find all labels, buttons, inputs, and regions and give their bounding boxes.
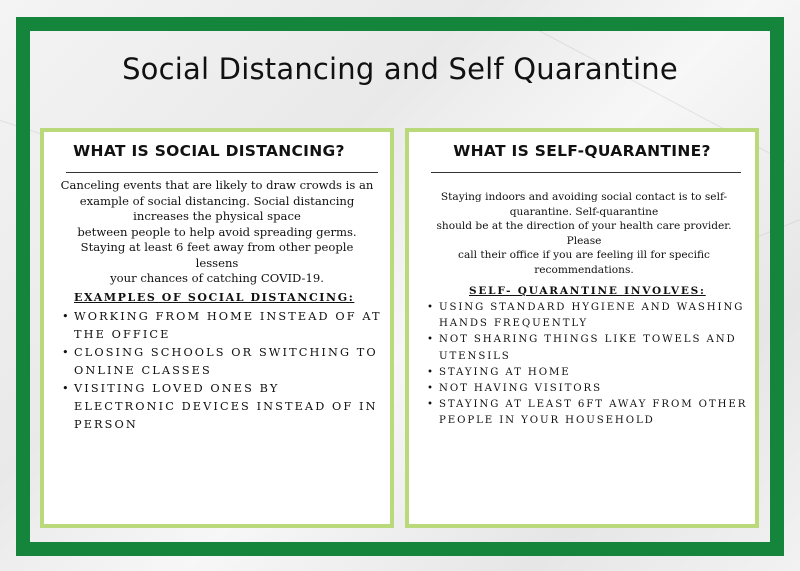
list-item: • STAYING AT LEAST 6FT AWAY FROM OTHER PEOPLE IN YOUR HOUSEHOLD <box>427 397 749 429</box>
self-quarantine-panel <box>405 128 759 528</box>
social-distancing-panel <box>40 128 394 528</box>
examples-list <box>62 308 384 434</box>
intro-line: Canceling events that are likely to draw crowds is an <box>60 178 374 192</box>
intro-line: Staying at least 6 feet away from other people lessens <box>80 240 354 270</box>
intro-text <box>421 190 747 277</box>
list-item: • NOT SHARING THINGS LIKE TOWELS AND UTENSILS <box>427 332 749 364</box>
page-title: Social Distancing and Self Quarantine <box>122 52 678 86</box>
list-item: • WORKING FROM HOME INSTEAD OF AT THE OFFICE <box>62 308 384 344</box>
involves-subheading: SELF- QUARANTINE INVOLVES: <box>469 285 706 297</box>
intro-line: call their office if you are feeling ill for specific <box>458 249 710 261</box>
list-item: • STAYING AT HOME <box>427 365 749 381</box>
list-item: • NOT HAVING VISITORS <box>427 381 749 397</box>
intro-text <box>60 178 374 287</box>
intro-line: recommendations. <box>534 263 634 276</box>
intro-line: example of social distancing. Social distancing <box>79 193 355 208</box>
list-item: • USING STANDARD HYGIENE AND WASHING HANDS FREQUENTLY <box>427 300 749 332</box>
intro-line: Staying indoors and avoiding social contact is to self- <box>440 191 728 203</box>
panel-heading: WHAT IS SOCIAL DISTANCING? <box>73 142 345 160</box>
list-item: • CLOSING SCHOOLS OR SWITCHING TO ONLINE CLASSES <box>62 344 384 380</box>
intro-line: should be at the direction of your health care provider. Please <box>436 220 732 247</box>
intro-line: between people to help avoid spreading germs. <box>77 224 357 239</box>
intro-line: quarantine. Self-quarantine <box>509 205 659 218</box>
involves-list <box>427 300 749 430</box>
panel-heading: WHAT IS SELF-QUARANTINE? <box>453 142 711 160</box>
list-item: • VISITING LOVED ONES BY ELECTRONIC DEVICES INSTEAD OF IN PERSON <box>62 380 384 434</box>
examples-subheading: EXAMPLES OF SOCIAL DISTANCING: <box>74 291 355 304</box>
divider <box>431 172 741 173</box>
intro-line: increases the physical space <box>133 209 301 223</box>
intro-line: your chances of catching COVID-19. <box>110 271 324 285</box>
divider <box>66 172 378 173</box>
